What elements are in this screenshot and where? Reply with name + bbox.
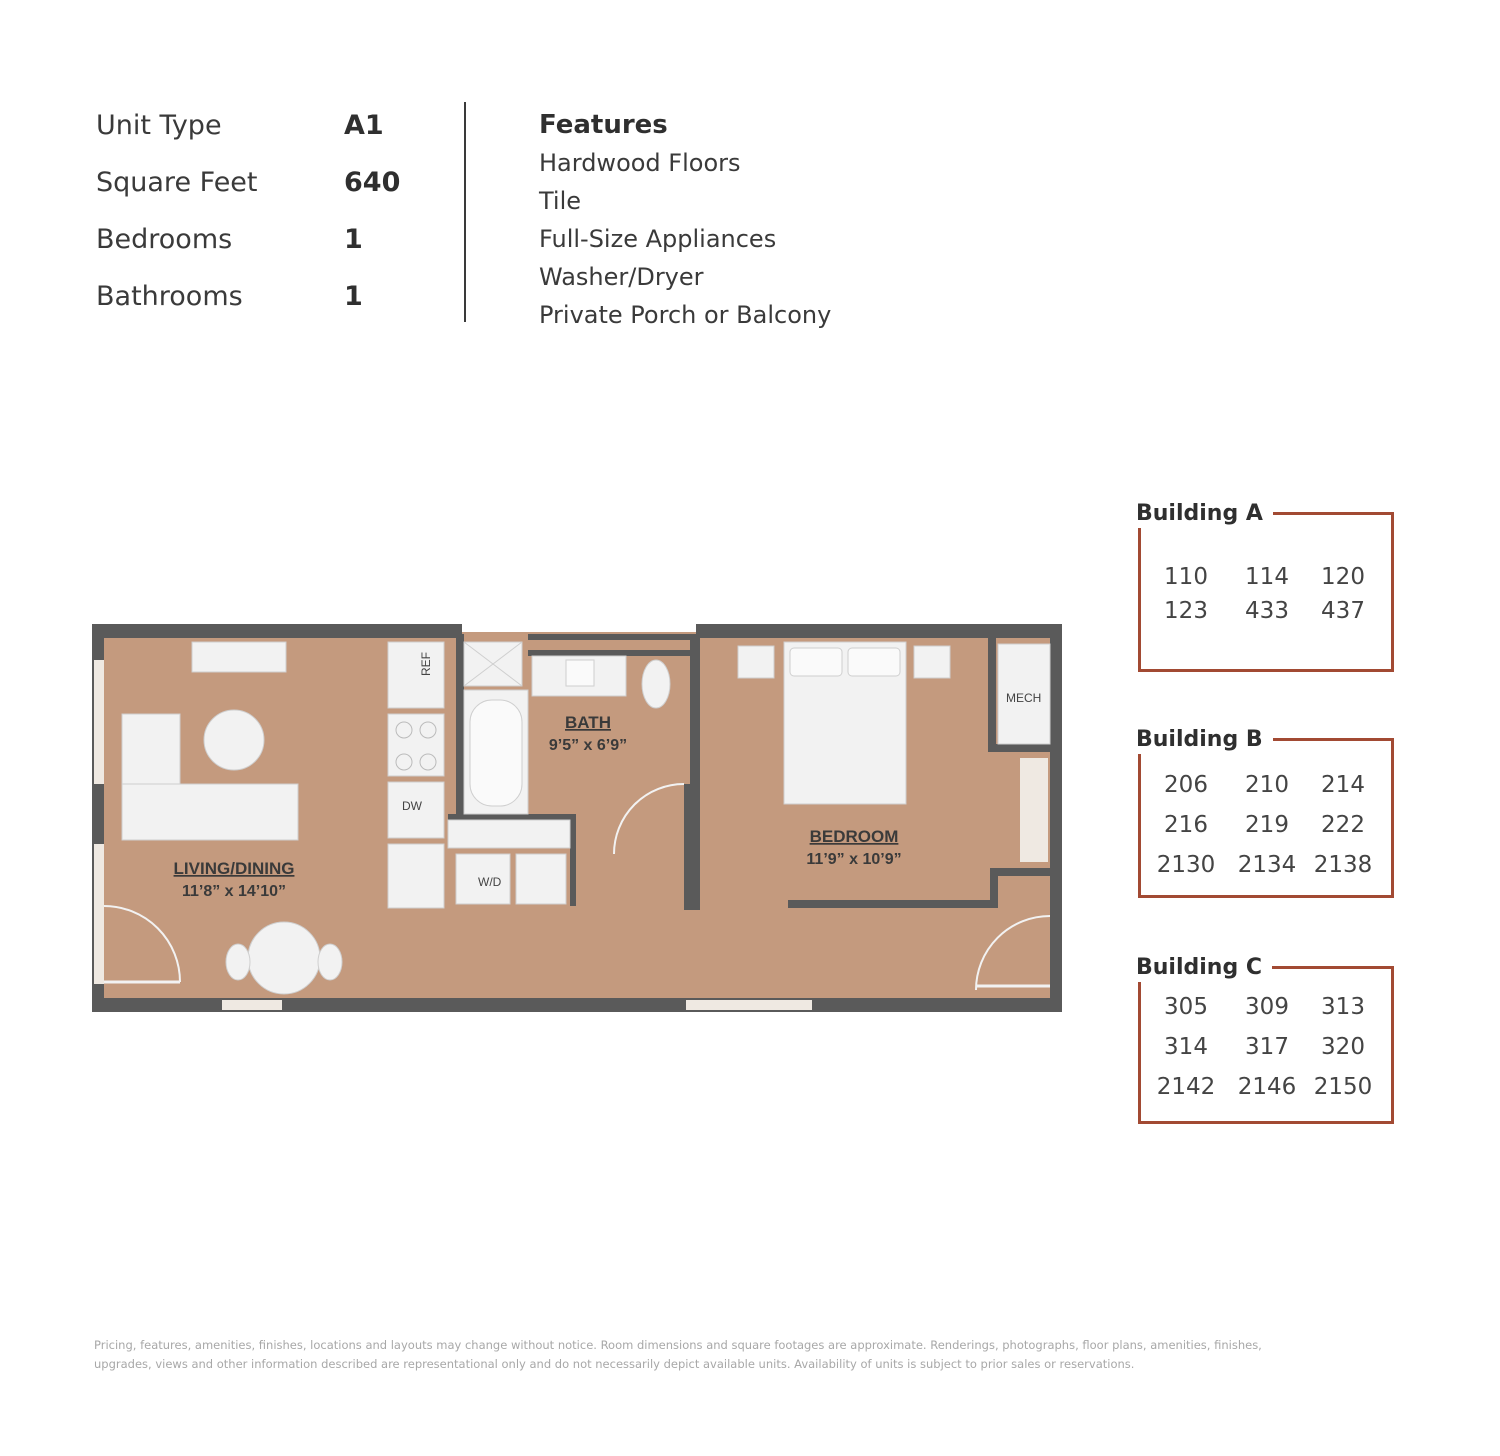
unit-number: 222	[1321, 812, 1365, 838]
spec-row-bathrooms	[96, 277, 416, 334]
mech-label: MECH	[1006, 691, 1042, 705]
nightstand	[914, 646, 950, 678]
wall-right	[1050, 624, 1062, 1012]
kitchen-sink	[388, 844, 444, 908]
disclaimer-line: upgrades, views and other information described are representational only and do not necessarily depict available units. Availability of units is subject to prior sales or reservations.	[94, 1357, 1135, 1371]
bathtub-basin	[470, 700, 522, 806]
bath-name: BATH	[565, 713, 611, 732]
refrigerator	[388, 642, 444, 708]
building-title: Building B	[1136, 726, 1273, 754]
spec-label: Bedrooms	[96, 224, 233, 255]
floor-plan	[92, 624, 1064, 1016]
building-title: Building C	[1136, 954, 1272, 982]
bedroom-name: BEDROOM	[809, 827, 899, 846]
spec-label: Bathrooms	[96, 281, 243, 312]
unit-number: 305	[1164, 994, 1208, 1020]
unit-number: 216	[1164, 812, 1208, 838]
unit-number: 214	[1321, 772, 1365, 798]
wall-top-mid	[528, 634, 693, 640]
window	[94, 844, 104, 984]
dryer	[516, 854, 566, 904]
wall-bedroom-bottom	[788, 900, 998, 908]
living-room-name: LIVING/DINING	[173, 859, 295, 878]
unit-number: 2146	[1237, 1074, 1297, 1100]
features-title: Features	[539, 110, 668, 140]
unit-number: 219	[1245, 812, 1289, 838]
range	[388, 714, 444, 776]
wall-closet-top	[990, 868, 1050, 876]
nightstand	[738, 646, 774, 678]
feature-item: Hardwood Floors	[539, 149, 741, 177]
unit-number: 2130	[1156, 852, 1216, 878]
building-title: Building A	[1136, 500, 1273, 528]
wall-top-left	[92, 624, 462, 638]
unit-number: 313	[1321, 994, 1365, 1020]
window	[686, 1000, 812, 1010]
coffee-table	[204, 710, 264, 770]
living-room-dims: 11’8” x 14’10”	[181, 883, 287, 900]
unit-number-grid	[1136, 564, 1398, 624]
spec-label: Square Feet	[96, 167, 258, 198]
unit-number: 320	[1321, 1034, 1365, 1060]
unit-number: 2138	[1313, 852, 1373, 878]
wall-bath-stub	[684, 784, 692, 910]
dining-chair	[226, 944, 250, 980]
features-list	[539, 106, 831, 334]
spec-row-bedrooms	[96, 220, 416, 277]
spec-value: 640	[344, 167, 401, 198]
bedroom-dims: 11’9” x 10’9”	[806, 851, 902, 868]
wall-bath-bottom	[528, 650, 692, 656]
bedroom-closet	[1020, 758, 1048, 862]
vertical-divider	[464, 102, 466, 322]
dining-chair	[318, 944, 342, 980]
ref-label: REF	[419, 652, 433, 676]
wall-mech-bottom	[988, 744, 1052, 752]
wall-wd	[448, 814, 576, 820]
tv-console	[192, 642, 286, 672]
bathroom-sink	[566, 660, 594, 686]
pillow	[790, 648, 842, 676]
unit-number: 114	[1245, 564, 1289, 590]
unit-specs	[96, 106, 416, 334]
toilet	[642, 660, 670, 708]
wall-kitchen-bath	[456, 634, 464, 824]
unit-number: 437	[1321, 598, 1365, 624]
feature-item: Washer/Dryer	[539, 263, 704, 291]
unit-number: 206	[1164, 772, 1208, 798]
unit-number: 120	[1321, 564, 1365, 590]
unit-number: 317	[1245, 1034, 1289, 1060]
spec-row-square-feet	[96, 163, 416, 220]
wall-mech	[988, 638, 996, 752]
pillow	[848, 648, 900, 676]
unit-number: 314	[1164, 1034, 1208, 1060]
unit-number-grid	[1136, 994, 1398, 1100]
linen-shelf	[448, 820, 570, 848]
unit-number: 2134	[1237, 852, 1297, 878]
wall-top-right	[696, 624, 1062, 638]
spec-value: 1	[344, 281, 363, 312]
window	[222, 1000, 282, 1010]
spec-row-unit-type	[96, 106, 416, 163]
spec-label: Unit Type	[96, 110, 222, 141]
feature-item: Full-Size Appliances	[539, 225, 777, 253]
unit-number: 210	[1245, 772, 1289, 798]
window	[94, 660, 104, 784]
feature-item: Private Porch or Balcony	[539, 301, 832, 329]
wd-label: W/D	[478, 875, 502, 889]
spec-value: 1	[344, 224, 363, 255]
unit-number: 123	[1164, 598, 1208, 624]
feature-item: Tile	[539, 187, 582, 215]
bath-dims: 9’5” x 6’9”	[548, 737, 628, 754]
dw-label: DW	[402, 799, 422, 813]
unit-number: 2142	[1156, 1074, 1216, 1100]
disclaimer-line: Pricing, features, amenities, finishes, locations and layouts may change without notice. Room dimensions and square footages are approximate. Renderings, photographs, floor plans, amenities, finishes,	[94, 1338, 1262, 1352]
unit-number: 433	[1245, 598, 1289, 624]
unit-number-grid	[1136, 772, 1398, 878]
wall-wd-right	[570, 814, 576, 906]
unit-number: 2150	[1313, 1074, 1373, 1100]
unit-number: 110	[1164, 564, 1208, 590]
disclaimer	[94, 1336, 1294, 1374]
unit-number: 309	[1245, 994, 1289, 1020]
dining-table	[248, 922, 320, 994]
spec-value: A1	[344, 110, 384, 141]
sofa-chaise	[122, 784, 298, 840]
